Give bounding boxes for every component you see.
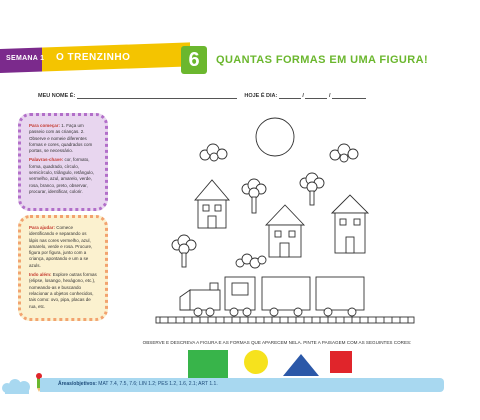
keywords-label: Palavras-chave:: [29, 157, 64, 163]
sun-circle[interactable]: [256, 118, 294, 156]
house-right[interactable]: [332, 195, 368, 253]
activity-number: 6: [181, 46, 207, 74]
footer-objectives: [58, 381, 218, 387]
train-smoke[interactable]: [236, 254, 266, 268]
house-center[interactable]: [266, 205, 304, 257]
tree-right[interactable]: [300, 173, 324, 205]
keywords-paragraph: [29, 157, 97, 195]
date-month-field[interactable]: [305, 93, 327, 99]
footer-codes: MAT 7.4, 7.5, 7.6; LIN 1.2; PES 1.2, 1.6, 2.1; ART 1.1.: [96, 381, 218, 387]
cloud-icon: [0, 378, 34, 394]
coloring-illustration[interactable]: [150, 105, 420, 340]
house-left[interactable]: [195, 180, 229, 228]
tree-upper[interactable]: [242, 179, 266, 213]
help-text: Comece identificando e separando os lápis nas cores vermelho, azul, amarelo, verde e rosa. Procure, figura por figura, junto com a criança, apontando e um a se azuls.: [29, 225, 93, 268]
yellow-circle-swatch: [244, 350, 268, 374]
green-square-swatch: [188, 350, 228, 378]
help-paragraph: [29, 225, 97, 269]
name-label: MEU NOME É:: [38, 93, 76, 99]
help-box: [18, 215, 108, 321]
start-label: Para começar:: [29, 123, 61, 128]
date-sep-1: /: [302, 93, 304, 99]
cloud-right[interactable]: [330, 144, 358, 162]
red-square-swatch: [330, 351, 352, 373]
blue-triangle-swatch: [283, 354, 319, 376]
week-label: SEMANA 1: [6, 55, 45, 62]
unit-title: O TRENZINHO: [56, 52, 131, 63]
beyond-label: Indo além:: [29, 272, 52, 278]
name-date-row: [38, 93, 366, 99]
date-label: HOJE É DIA:: [244, 93, 278, 99]
start-paragraph: [29, 123, 97, 154]
page-title: QUANTAS FORMAS EM UMA FIGURA!: [216, 54, 429, 66]
instructions-box: [18, 113, 108, 211]
footer-label: Áreas/objetivos:: [58, 381, 97, 387]
start-text: 1. Faça um passeio com as crianças. 2. Observe e nomeie diferentes formas e cores, quadrados com portas, se necessário.: [29, 123, 93, 154]
tree-lower[interactable]: [172, 235, 196, 267]
beyond-paragraph: [29, 272, 97, 310]
help-label: Para ajudar:: [29, 225, 56, 230]
beyond-text: Explore outras formas (elipse, losango, hexágono, etc.), nomeando-as e buscando relacionar a objetos conhecidos, tais como: ovo, pipa, placas de rua, etc.: [29, 272, 97, 309]
date-year-field[interactable]: [332, 93, 366, 99]
train-rails[interactable]: [156, 317, 414, 323]
date-day-field[interactable]: [279, 93, 301, 99]
name-field[interactable]: [77, 93, 237, 99]
instruction-caption: OBSERVE E DESCREVA A FIGURA E AS FORMAS QUE APARECEM NELA. PINTE A PAISAGEM COM AS SEGUINTES CORES:: [142, 340, 412, 345]
keywords-text: cor, formato, forma, quadrado, círculo, semicírculo, triângulo, retângulo, vermelho, azul, amarelo, verde, rosa, branco, preto, observar, procurar, identificar, colorir.: [29, 157, 95, 194]
train[interactable]: [180, 277, 364, 316]
date-sep-2: /: [329, 93, 331, 99]
cloud-left[interactable]: [200, 144, 227, 161]
